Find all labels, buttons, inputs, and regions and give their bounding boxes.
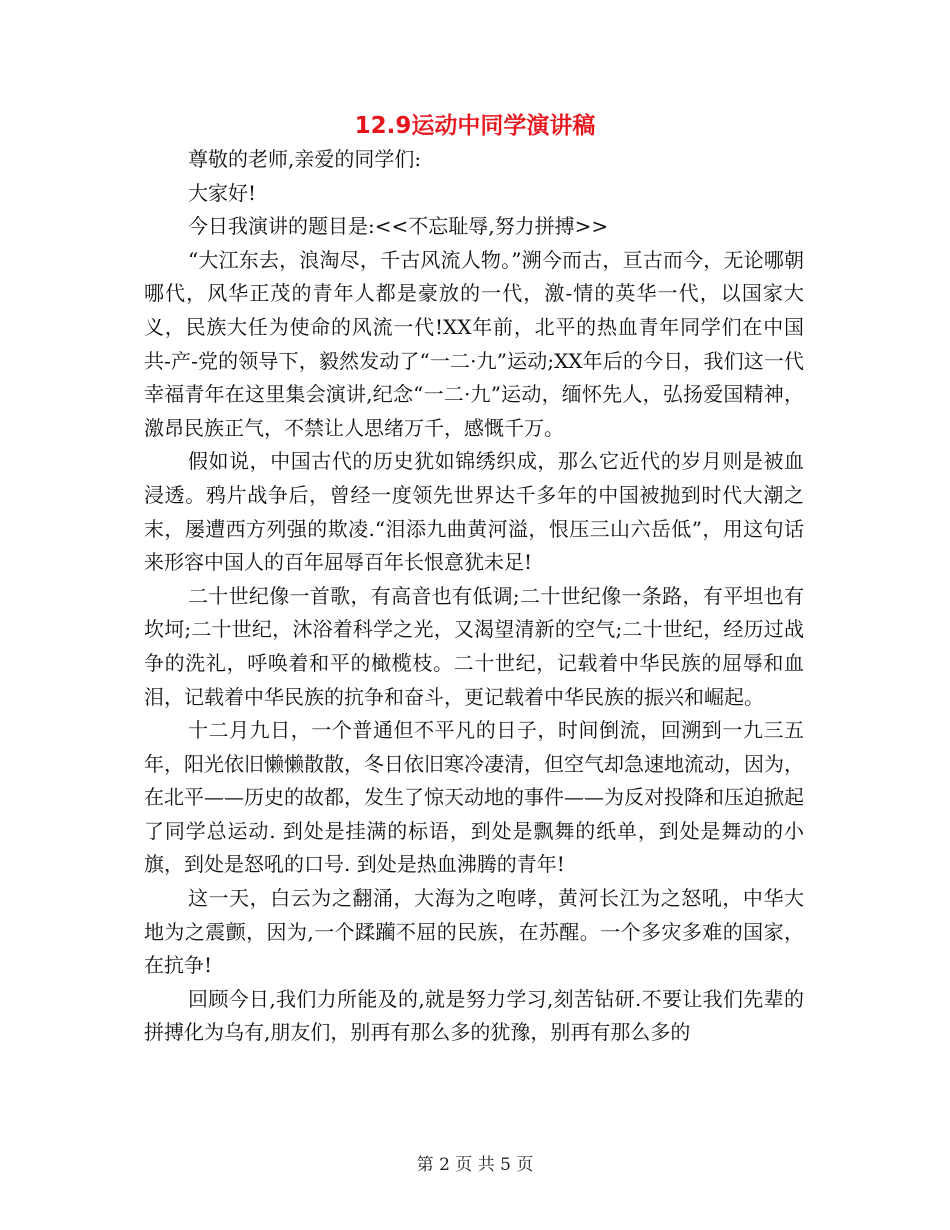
greeting-paragraph: 大家好!	[188, 180, 257, 205]
document-body	[144, 143, 804, 1050]
body-paragraph: 假如说，中国古代的历史犹如锦绣织成，那么它近代的岁月则是被血浸透。鸦片战争后，曾经一度领先世界达千多年的中国被抛到时代大潮之末，屡遭西方列强的欺凌.“泪添九曲黄河溢，恨压三山六岳低”，用这句话来形容中国人的百年屈辱百年长恨意犹未足!	[144, 449, 804, 575]
body-paragraph: 回顾今日,我们力所能及的,就是努力学习,刻苦钻研.不要让我们先辈的拼搏化为乌有,朋友们，别再有那么多的犹豫，别再有那么多的	[144, 986, 804, 1045]
salutation-paragraph: 尊敬的老师,亲爱的同学们:	[188, 147, 422, 171]
body-paragraph: 这一天，白云为之翻涌，大海为之咆哮，黄河长江为之怒吼，中华大地为之震颤，因为,一个蹂躏不屈的民族，在苏醒。一个多灾多难的国家，在抗争!	[144, 886, 804, 978]
topic-paragraph: 今日我演讲的题目是:<<不忘耻辱,努力拼搏>>	[188, 214, 609, 239]
body-paragraph: 二十世纪像一首歌，有高音也有低调;二十世纪像一条路，有平坦也有坎坷;二十世纪，沐浴着科学之光，又渴望清新的空气;二十世纪，经历过战争的洗礼，呼唤着和平的橄榄枝。二十世纪，记载着中华民族的屈辱和血泪，记载着中华民族的抗争和奋斗，更记载着中华民族的振兴和崛起。	[144, 583, 804, 709]
document-title: 12.9运动中同学演讲稿	[354, 113, 596, 139]
page-number-footer: 第 2 页 共 5 页	[416, 1155, 534, 1175]
body-paragraph: “大江东去，浪淘尽，千古风流人物。”溯今而古，亘古而今，无论哪朝哪代，风华正茂的青年人都是豪放的一代，激-情的英华一代，以国家大义，民族大任为使命的风流一代!XX年前，北平的热血青年同学们在中国共-产-党的领导下，毅然发动了“一二·九”运动;XX年后的今日，我们这一代幸福青年在这里集会演讲,纪念“一二·九”运动，缅怀先人，弘扬爱国精神，激昂民族正气，不禁让人思绪万千，感慨千万。	[144, 247, 804, 440]
body-paragraph: 十二月九日，一个普通但不平凡的日子，时间倒流，回溯到一九三五年，阳光依旧懒懒散散，冬日依旧寒冷凄清，但空气却急速地流动，因为，在北平——历史的故都，发生了惊天动地的事件——为反对投降和压迫掀起了同学总运动. 到处是挂满的标语，到处是飘舞的纸单，到处是舞动的小旗，到处是怒吼的口号. 到处是热血沸腾的青年!	[144, 718, 804, 877]
